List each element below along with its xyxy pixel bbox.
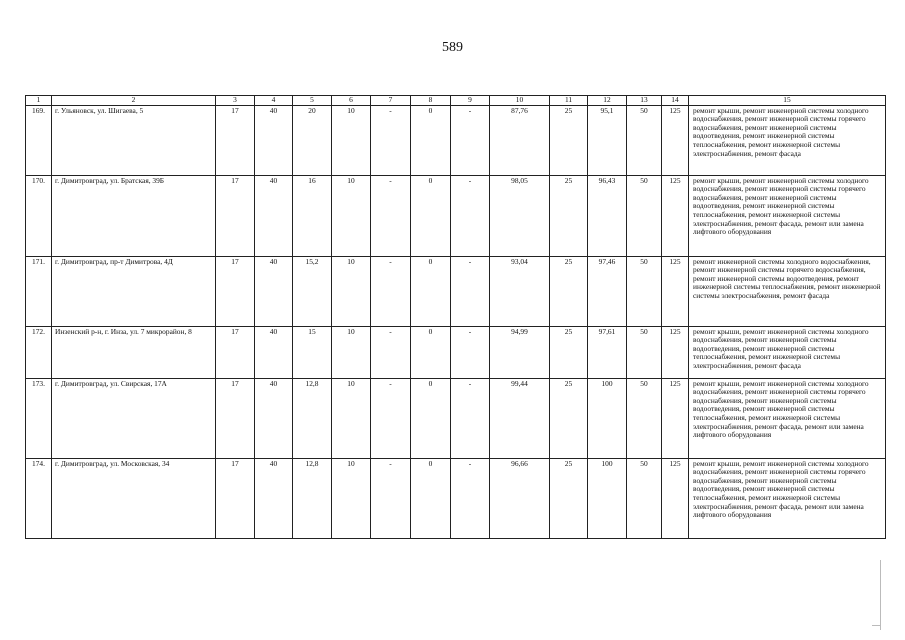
value-cell: 12,8 — [293, 378, 332, 458]
column-header: 13 — [627, 96, 662, 106]
works-cell: ремонт инженерной системы холодного водоснабжения, ремонт инженерной системы горячего водоснабжения, ремонт инженерной системы водоотведения, ремонт инженерной системы теплоснабжения, ремонт инженерной системы электроснабжения, ремонт фасада — [689, 256, 886, 326]
value-cell: 50 — [627, 256, 662, 326]
scan-edge-mark — [872, 625, 881, 626]
value-cell: 95,1 — [588, 105, 627, 175]
value-cell: 10 — [332, 105, 371, 175]
column-header: 5 — [293, 96, 332, 106]
column-header: 4 — [255, 96, 293, 106]
value-cell: 125 — [662, 175, 689, 256]
value-cell: - — [451, 458, 490, 538]
works-cell: ремонт крыши, ремонт инженерной системы холодного водоснабжения, ремонт инженерной системы горячего водоснабжения, ремонт инженерной системы водоотведения, ремонт инженерной системы теплоснабжения, ремонт инженерной системы электроснабжения, ремонт фасада, ремонт или замена лифтового оборудования — [689, 378, 886, 458]
column-header: 14 — [662, 96, 689, 106]
value-cell: 25 — [550, 458, 588, 538]
value-cell: 97,46 — [588, 256, 627, 326]
value-cell: 96,43 — [588, 175, 627, 256]
column-header: 2 — [52, 96, 216, 106]
value-cell: 125 — [662, 326, 689, 378]
value-cell: 10 — [332, 378, 371, 458]
value-cell: 97,61 — [588, 326, 627, 378]
works-cell: ремонт крыши, ремонт инженерной системы холодного водоснабжения, ремонт инженерной системы горячего водоснабжения, ремонт инженерной системы водоотведения, ремонт инженерной системы теплоснабжения, ремонт инженерной системы электроснабжения, ремонт фасада — [689, 105, 886, 175]
row-number: 173. — [26, 378, 52, 458]
value-cell: 25 — [550, 105, 588, 175]
value-cell: 40 — [255, 458, 293, 538]
value-cell: - — [371, 326, 411, 378]
row-number: 171. — [26, 256, 52, 326]
value-cell: 25 — [550, 326, 588, 378]
value-cell: 40 — [255, 378, 293, 458]
value-cell: 0 — [411, 256, 451, 326]
address-cell: г. Ульяновск, ул. Шигаева, 5 — [52, 105, 216, 175]
column-header: 12 — [588, 96, 627, 106]
value-cell: 16 — [293, 175, 332, 256]
value-cell: - — [371, 378, 411, 458]
value-cell: 25 — [550, 175, 588, 256]
scan-edge-mark — [880, 560, 881, 630]
value-cell: 94,99 — [490, 326, 550, 378]
value-cell: - — [451, 105, 490, 175]
value-cell: 20 — [293, 105, 332, 175]
column-header: 7 — [371, 96, 411, 106]
value-cell: 96,66 — [490, 458, 550, 538]
value-cell: 125 — [662, 105, 689, 175]
value-cell: - — [451, 326, 490, 378]
value-cell: 10 — [332, 175, 371, 256]
value-cell: - — [371, 256, 411, 326]
value-cell: 0 — [411, 105, 451, 175]
value-cell: 98,05 — [490, 175, 550, 256]
value-cell: 50 — [627, 378, 662, 458]
value-cell: 100 — [588, 458, 627, 538]
repair-schedule-table — [25, 95, 886, 539]
value-cell: 10 — [332, 326, 371, 378]
value-cell: - — [451, 378, 490, 458]
value-cell: - — [371, 175, 411, 256]
address-cell: Инзенский р-н, г. Инза, ул. 7 микрорайон, 8 — [52, 326, 216, 378]
address-cell: г. Димитровград, ул. Московская, 34 — [52, 458, 216, 538]
column-header: 11 — [550, 96, 588, 106]
column-header: 1 — [26, 96, 52, 106]
value-cell: 17 — [216, 175, 255, 256]
row-number: 169. — [26, 105, 52, 175]
value-cell: 40 — [255, 105, 293, 175]
value-cell: 10 — [332, 458, 371, 538]
value-cell: 25 — [550, 378, 588, 458]
value-cell: 125 — [662, 256, 689, 326]
row-number: 174. — [26, 458, 52, 538]
value-cell: 93,04 — [490, 256, 550, 326]
value-cell: 125 — [662, 378, 689, 458]
value-cell: 50 — [627, 175, 662, 256]
value-cell: 40 — [255, 175, 293, 256]
table-row — [26, 256, 886, 326]
column-header: 10 — [490, 96, 550, 106]
value-cell: - — [451, 175, 490, 256]
address-cell: г. Димитровград, пр-т Димитрова, 4Д — [52, 256, 216, 326]
value-cell: 99,44 — [490, 378, 550, 458]
value-cell: 15 — [293, 326, 332, 378]
value-cell: 87,76 — [490, 105, 550, 175]
value-cell: 0 — [411, 326, 451, 378]
column-header: 6 — [332, 96, 371, 106]
value-cell: - — [371, 105, 411, 175]
column-header: 9 — [451, 96, 490, 106]
value-cell: - — [371, 458, 411, 538]
value-cell: 12,8 — [293, 458, 332, 538]
column-header: 15 — [689, 96, 886, 106]
value-cell: 50 — [627, 326, 662, 378]
table-row — [26, 458, 886, 538]
value-cell: 40 — [255, 326, 293, 378]
column-number-row — [26, 96, 886, 106]
column-header: 8 — [411, 96, 451, 106]
value-cell: 17 — [216, 256, 255, 326]
value-cell: 40 — [255, 256, 293, 326]
works-cell: ремонт крыши, ремонт инженерной системы холодного водоснабжения, ремонт инженерной системы горячего водоснабжения, ремонт инженерной системы водоотведения, ремонт инженерной системы теплоснабжения, ремонт инженерной системы электроснабжения, ремонт фасада, ремонт или замена лифтового оборудования — [689, 458, 886, 538]
address-cell: г. Димитровград, ул. Братская, 39Б — [52, 175, 216, 256]
works-cell: ремонт крыши, ремонт инженерной системы холодного водоснабжения, ремонт инженерной системы водоотведения, ремонт инженерной системы теплоснабжения, ремонт инженерной системы электроснабжения, ремонт фасада — [689, 326, 886, 378]
value-cell: 0 — [411, 458, 451, 538]
address-cell: г. Димитровград, ул. Свирская, 17А — [52, 378, 216, 458]
value-cell: 50 — [627, 105, 662, 175]
value-cell: 15,2 — [293, 256, 332, 326]
value-cell: 125 — [662, 458, 689, 538]
value-cell: 17 — [216, 458, 255, 538]
value-cell: 17 — [216, 326, 255, 378]
value-cell: 0 — [411, 378, 451, 458]
value-cell: 25 — [550, 256, 588, 326]
works-cell: ремонт крыши, ремонт инженерной системы холодного водоснабжения, ремонт инженерной системы горячего водоснабжения, ремонт инженерной системы водоотведения, ремонт инженерной системы теплоснабжения, ремонт инженерной системы электроснабжения, ремонт фасада, ремонт или замена лифтового оборудования — [689, 175, 886, 256]
value-cell: 17 — [216, 378, 255, 458]
table-row — [26, 105, 886, 175]
value-cell: 17 — [216, 105, 255, 175]
row-number: 172. — [26, 326, 52, 378]
value-cell: 50 — [627, 458, 662, 538]
value-cell: 10 — [332, 256, 371, 326]
value-cell: - — [451, 256, 490, 326]
page-number: 589 — [442, 40, 463, 55]
table-row — [26, 326, 886, 378]
row-number: 170. — [26, 175, 52, 256]
table-row — [26, 175, 886, 256]
value-cell: 100 — [588, 378, 627, 458]
column-header: 3 — [216, 96, 255, 106]
table-row — [26, 378, 886, 458]
value-cell: 0 — [411, 175, 451, 256]
